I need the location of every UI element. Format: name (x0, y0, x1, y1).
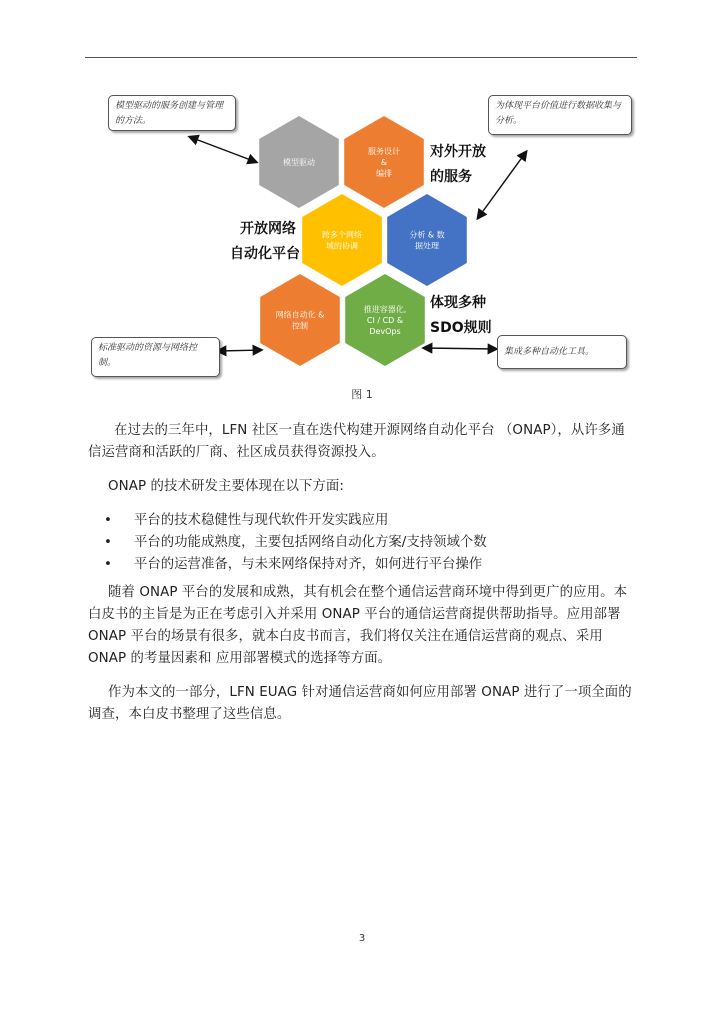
callout-standard-driven: 标准驱动的资源与网络控制。 (91, 337, 220, 377)
bullet-item (104, 510, 388, 532)
hexagon-text: 跨多个网络 (322, 230, 362, 240)
hexagon-text: 据处理 (415, 241, 439, 251)
hexagon-text: 服务设计 (368, 147, 400, 156)
hexagon-multi-domain (302, 194, 382, 286)
bullet-dot: • (104, 535, 112, 550)
bullet-item (104, 532, 487, 554)
callout-automation-tools: 集成多种自动化工具。 (497, 335, 627, 369)
label-open-platform-line1: 开放网络 (240, 221, 296, 237)
hexagon-network-automation (260, 274, 340, 366)
hexagon-shape (260, 274, 340, 366)
label-sdo (430, 291, 492, 341)
hexagon-text: 网络自动化 & (275, 310, 325, 320)
hexagon-cloud-native (345, 274, 425, 366)
label-open-services-line2: 的服务 (430, 169, 472, 185)
hexagon-shape (302, 194, 382, 286)
hexagon-text: 控制 (292, 321, 308, 331)
bullet-text: 平台的技术稳健性与现代软件开发实践应用 (134, 513, 389, 528)
arrow-bottom-right (424, 348, 496, 349)
arrow-bottom-left (218, 350, 261, 351)
bullet-text: 平台的功能成熟度，主要包括网络自动化方案/支持领域个数 (134, 535, 487, 550)
callout-data-analytics: 为体现平台价值进行数据收集与分析。 (488, 95, 632, 135)
hexagon-text: DevOps (369, 327, 401, 336)
hexagon-text: 分析 & 数 (409, 230, 445, 240)
hexagon-text: 模型驱动 (283, 158, 315, 167)
callout-model-driven: 模型驱动的服务创建与管理的方法。 (108, 95, 236, 131)
bullet-text: 平台的运营准备，与未来网络保持对齐，如何进行平台操作 (134, 557, 483, 572)
label-open-services (430, 140, 486, 190)
arrow-top-left (190, 137, 256, 162)
hexagon-text: 推进容器化, (363, 305, 407, 314)
label-open-services-line1: 对外开放 (430, 144, 486, 160)
label-open-platform (230, 217, 300, 267)
paragraph-survey: 作为本文的一部分，LFN EUAG 针对通信运营商如何应用部署 ONAP 进行了一项全面的调查，本白皮书整理了这些信息。 (88, 685, 632, 722)
hexagon-text: & (380, 158, 388, 167)
hexagon-model-driven (259, 116, 339, 208)
hexagon-analytics (387, 194, 467, 286)
figure-caption: 图 1 (351, 388, 373, 401)
page-number: 3 (358, 933, 366, 944)
bullet-dot: • (104, 513, 112, 528)
hexagon-shape (387, 194, 467, 286)
hexagon-service-design (344, 116, 424, 208)
bullet-item (104, 554, 482, 576)
label-open-platform-line2: 自动化平台 (230, 246, 300, 262)
paragraph-tech-focus: ONAP 的技术研发主要体现在以下方面: (108, 479, 345, 494)
paragraph-intro: 在过去的三年中，LFN 社区一直在迭代构建开源网络自动化平台 （ONAP），从许多通信运营商和活跃的厂商、社区成员获得资源投入。 (88, 423, 625, 460)
bullet-dot: • (104, 557, 112, 572)
hexagon-text: 域的协调 (326, 241, 358, 251)
hexagon-text: CI / CD & (366, 316, 404, 325)
label-sdo-line2: SDO规则 (430, 320, 492, 336)
label-sdo-line1: 体现多种 (430, 295, 486, 311)
paragraph-purpose: 随着 ONAP 平台的发展和成熟，其有机会在整个通信运营商环境中得到更广的应用。本白皮书的主旨是为正在考虑引入并采用 ONAP 平台的通信运营商提供帮助指导。应用部署 ONAP 平台的场景有很多，就本白皮书而言，我们将仅关注在通信运营商的观点、采用 ONAP 的考量因素和 应用部署模式的选择等方面。 (88, 585, 628, 666)
hexagon-text: 编排 (376, 169, 392, 178)
